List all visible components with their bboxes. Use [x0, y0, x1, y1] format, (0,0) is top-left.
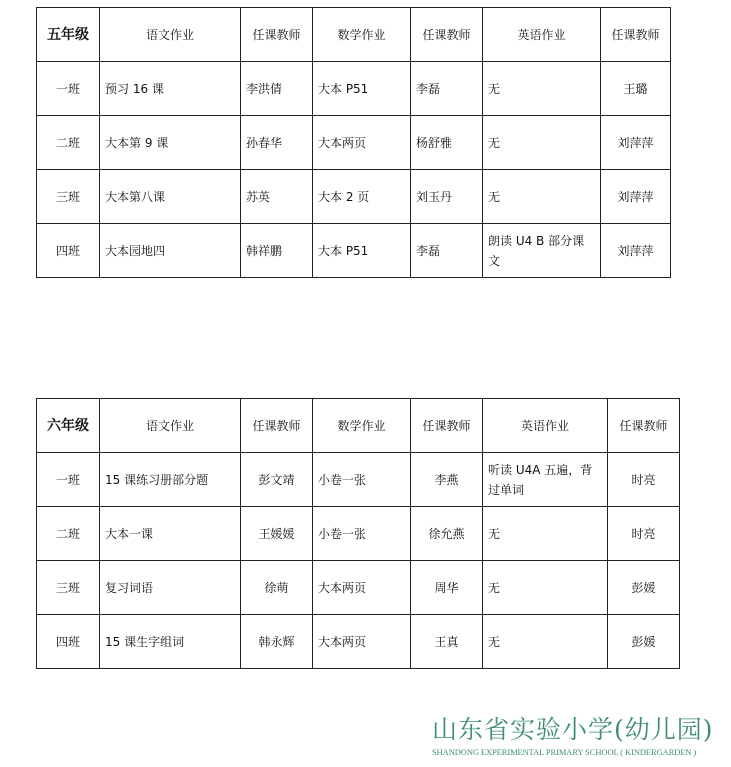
class-cell: 三班: [37, 561, 100, 615]
table-row: [37, 116, 671, 170]
column-header: 任课教师: [608, 399, 680, 453]
math-homework-cell: 小卷一张: [313, 453, 411, 507]
table-header-row: [37, 399, 680, 453]
table-header-row: [37, 8, 671, 62]
english-homework-cell: 无: [483, 116, 601, 170]
teacher-cell: 刘玉丹: [411, 170, 483, 224]
chinese-homework-cell: 大本第 9 课: [100, 116, 241, 170]
class-cell: 二班: [37, 507, 100, 561]
school-logo: [432, 714, 724, 758]
table-row: [37, 507, 680, 561]
math-homework-cell: 大本两页: [313, 116, 411, 170]
table-row: [37, 561, 680, 615]
school-name-chinese: 山东省实验小学(幼儿园): [432, 715, 714, 744]
column-header: 任课教师: [241, 399, 313, 453]
english-homework-cell: 无: [483, 170, 601, 224]
teacher-cell: 杨舒雅: [411, 116, 483, 170]
column-header: 英语作业: [483, 8, 601, 62]
grade-label: 六年级: [37, 399, 100, 453]
column-header: 任课教师: [411, 8, 483, 62]
english-homework-cell: 朗读 U4 B 部分课文: [483, 224, 601, 278]
column-header: 任课教师: [241, 8, 313, 62]
english-homework-cell: 听读 U4A 五遍，背过单词: [483, 453, 608, 507]
teacher-cell: 李磊: [411, 62, 483, 116]
column-header: 英语作业: [483, 399, 608, 453]
chinese-homework-cell: 预习 16 课: [100, 62, 241, 116]
teacher-cell: 刘萍萍: [601, 224, 671, 278]
teacher-cell: 彭媛: [608, 561, 680, 615]
school-name-english: SHANDONG EXPERIMENTAL PRIMARY SCHOOL ( KINDERGARDEN ): [432, 747, 697, 757]
class-cell: 一班: [37, 62, 100, 116]
teacher-cell: 彭文靖: [241, 453, 313, 507]
teacher-cell: 李磊: [411, 224, 483, 278]
math-homework-cell: 大本两页: [313, 615, 411, 669]
math-homework-cell: 大本 2 页: [313, 170, 411, 224]
table-row: [37, 224, 671, 278]
chinese-homework-cell: 15 课生字组词: [100, 615, 241, 669]
teacher-cell: 刘萍萍: [601, 116, 671, 170]
column-header: 数学作业: [313, 399, 411, 453]
class-cell: 三班: [37, 170, 100, 224]
class-cell: 二班: [37, 116, 100, 170]
math-homework-cell: 小卷一张: [313, 507, 411, 561]
chinese-homework-cell: 大本园地四: [100, 224, 241, 278]
teacher-cell: 李燕: [411, 453, 483, 507]
english-homework-cell: 无: [483, 561, 608, 615]
chinese-homework-cell: 大本第八课: [100, 170, 241, 224]
class-cell: 四班: [37, 224, 100, 278]
table-row: [37, 453, 680, 507]
teacher-cell: 韩永辉: [241, 615, 313, 669]
math-homework-cell: 大本 P51: [313, 62, 411, 116]
table-row: [37, 170, 671, 224]
math-homework-cell: 大本两页: [313, 561, 411, 615]
teacher-cell: 时亮: [608, 507, 680, 561]
teacher-cell: 徐允燕: [411, 507, 483, 561]
chinese-homework-cell: 复习词语: [100, 561, 241, 615]
teacher-cell: 徐萌: [241, 561, 313, 615]
english-homework-cell: 无: [483, 615, 608, 669]
english-homework-cell: 无: [483, 62, 601, 116]
teacher-cell: 孙春华: [241, 116, 313, 170]
teacher-cell: 李洪倩: [241, 62, 313, 116]
grade-label: 五年级: [37, 8, 100, 62]
column-header: 语文作业: [100, 8, 241, 62]
column-header: 语文作业: [100, 399, 241, 453]
chinese-homework-cell: 15 课练习册部分题: [100, 453, 241, 507]
grade5-homework-table: [36, 7, 671, 278]
grade6-homework-table: [36, 398, 680, 669]
teacher-cell: 周华: [411, 561, 483, 615]
teacher-cell: 时亮: [608, 453, 680, 507]
column-header: 数学作业: [313, 8, 411, 62]
teacher-cell: 苏英: [241, 170, 313, 224]
teacher-cell: 王媛媛: [241, 507, 313, 561]
column-header: 任课教师: [601, 8, 671, 62]
class-cell: 四班: [37, 615, 100, 669]
table-row: [37, 62, 671, 116]
teacher-cell: 王璐: [601, 62, 671, 116]
class-cell: 一班: [37, 453, 100, 507]
teacher-cell: 彭媛: [608, 615, 680, 669]
chinese-homework-cell: 大本一课: [100, 507, 241, 561]
teacher-cell: 韩祥鹏: [241, 224, 313, 278]
column-header: 任课教师: [411, 399, 483, 453]
english-homework-cell: 无: [483, 507, 608, 561]
math-homework-cell: 大本 P51: [313, 224, 411, 278]
teacher-cell: 刘萍萍: [601, 170, 671, 224]
table-row: [37, 615, 680, 669]
teacher-cell: 王真: [411, 615, 483, 669]
